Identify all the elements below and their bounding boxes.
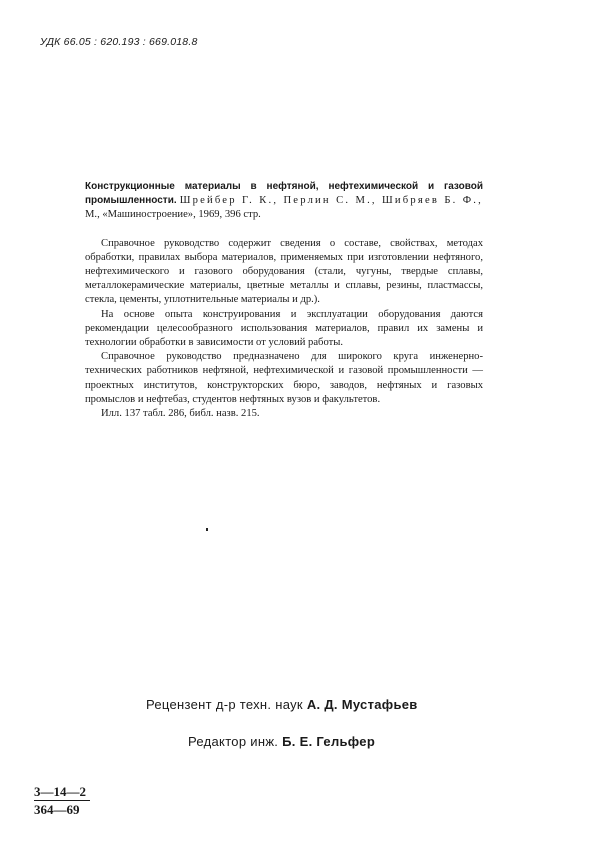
annotation-paragraph: На основе опыта конструирования и эксплуатации оборудования даются рекомендации целесообразного использования материалов, правил их замены и технологии обработки в зависимости от условий работы. — [85, 308, 483, 349]
code-line-2: 364—69 — [34, 802, 80, 817]
publication-codes — [34, 783, 90, 818]
reviewer-credit — [146, 697, 418, 712]
bibliographic-citation — [85, 180, 483, 223]
annotation-paragraph: Справочное руководство предназначено для широкого круга инженерно-технических работников нефтяной, нефтехимической и газовой промышленности — проектных институтов, конструкторских бюро, заводов, нефтяных и газовых промыслов и нефтебаз, студентов нефтяных вузов и факультетов. — [85, 351, 483, 405]
editor-label: Редактор инж. — [188, 734, 279, 749]
reviewer-label: Рецензент д-р техн. наук — [146, 697, 303, 712]
book-publisher: М., «Машиностроение», 1969, 396 стр. — [85, 209, 261, 221]
book-annotation — [85, 180, 483, 421]
udk-classification: УДК 66.05 : 620.193 : 669.018.8 — [40, 36, 198, 48]
reviewer-name: А. Д. Мустафьев — [306, 697, 418, 712]
book-authors: Шрейбер Г. К., Перлин С. М., Шибряев Б. Ф., — [179, 195, 483, 207]
code-line-1: 3—14—2 — [34, 783, 90, 801]
illustrations-count: Илл. 137 табл. 286, библ. назв. 215. — [101, 408, 260, 420]
book-title: Конструкционные материалы в нефтяной, нефтехимической и газовой промышленности. — [85, 181, 483, 207]
editor-name: Б. Е. Гельфер — [282, 734, 376, 749]
editor-credit — [188, 734, 375, 749]
print-mark — [206, 528, 208, 531]
annotation-paragraph: Справочное руководство содержит сведения о составе, свойствах, методах обработки, правилах выбора материалов, применяемых при изготовлении нефтяного, нефтехимического и газового оборудования (стали, чугуны, твердые сплавы, металлокерамические материалы, цветные металлы и сплавы, резины, пластмассы, стекла, цементы, уплотнительные материалы и др.). — [85, 237, 483, 306]
